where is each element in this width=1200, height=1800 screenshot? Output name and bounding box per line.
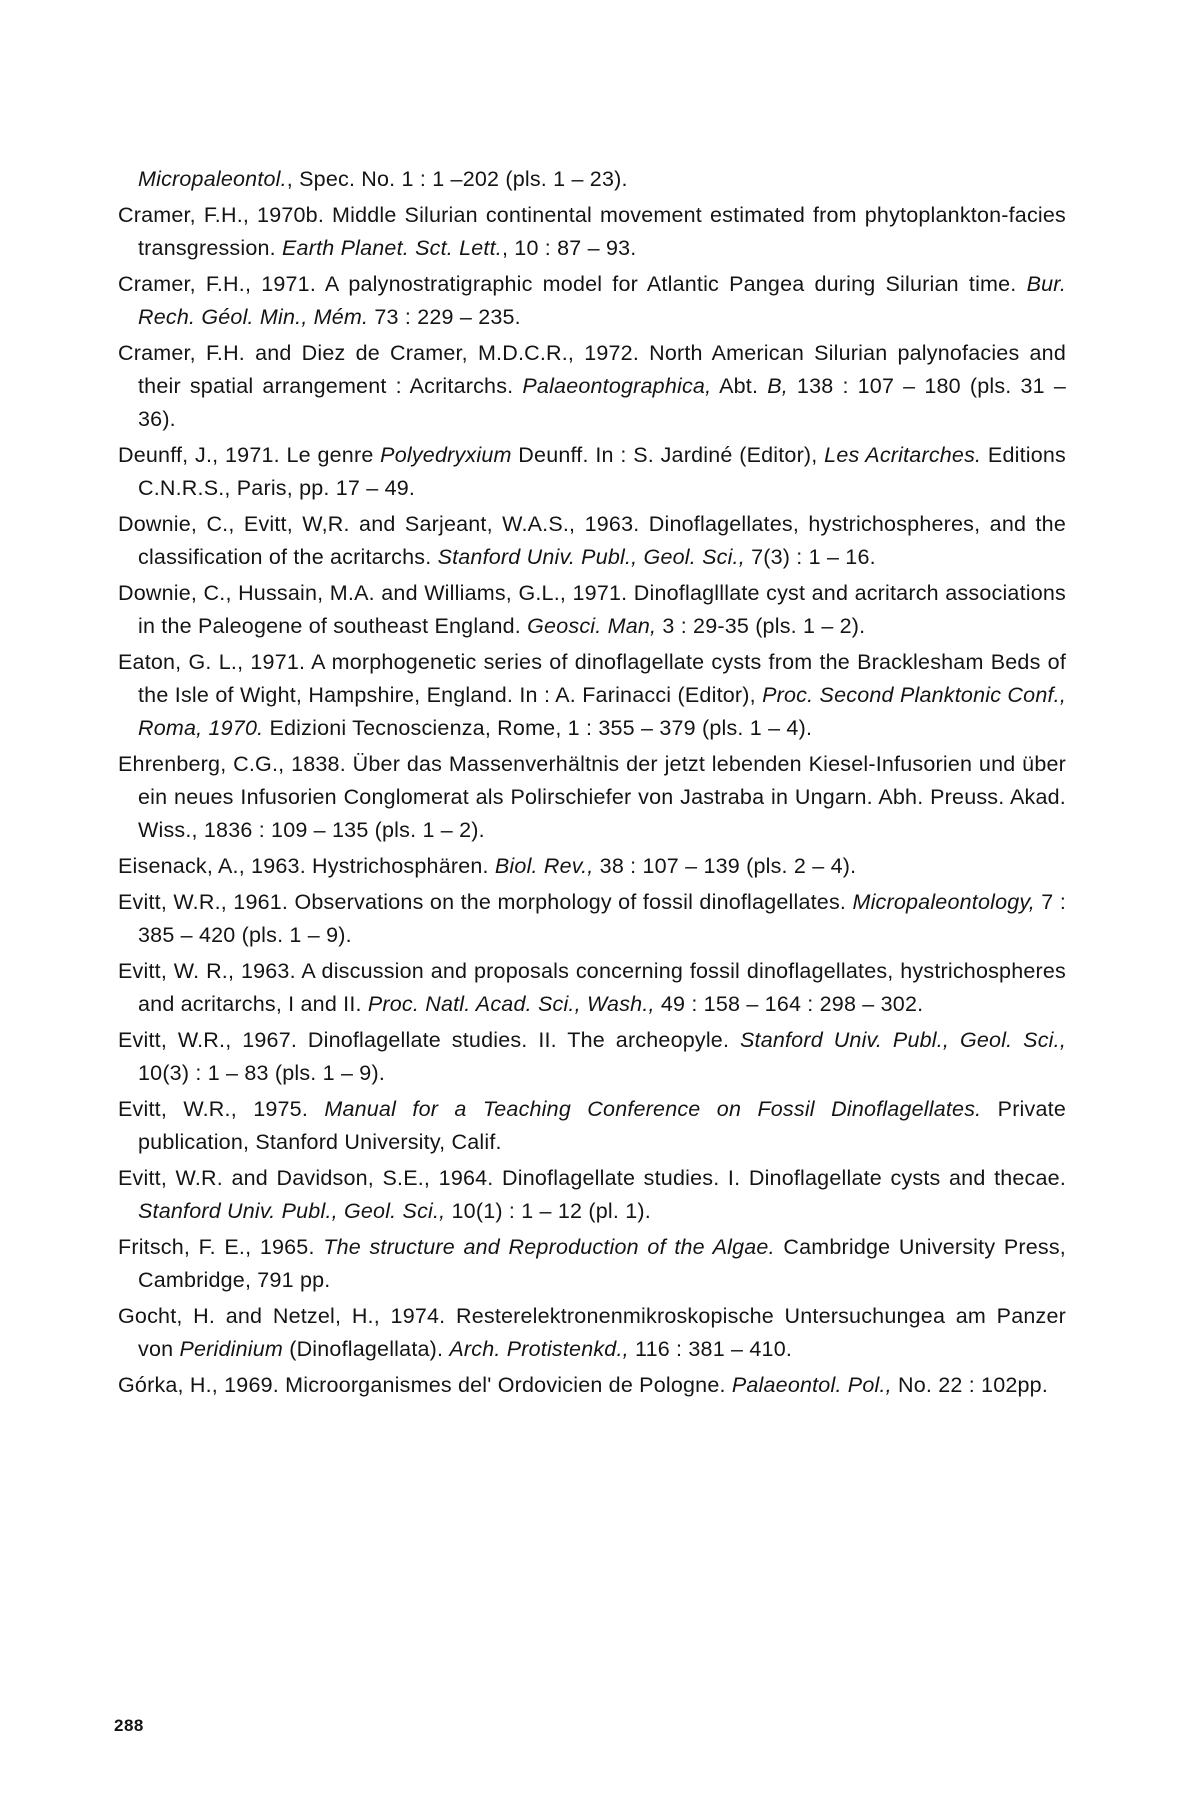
reference-text: 10(3) : 1 – 83 (pls. 1 – 9). (138, 1061, 386, 1085)
reference-entry (118, 955, 1066, 1021)
reference-title-italic: Palaeontographica, (522, 374, 712, 398)
reference-text: Ehrenberg, C.G., 1838. Über das Massenverhältnis der jetzt lebenden Kiesel-Infusorien und über ein neues Infusorien Conglomerat als Polirschiefer von Jastraba in Ungarn. Abh. Preuss. Akad. Wiss., 1836 : 109 – 135 (pls. 1 – 2). (118, 752, 1066, 842)
reference-title-italic: Geosci. Man, (527, 614, 657, 638)
reference-text: Gocht, H. and Netzel, H., 1974. Resterelektronenmikroskopische Untersuchungea am Panzer von (118, 1304, 1066, 1361)
reference-text: 138 : 107 – 180 (pls. 31 – 36). (138, 374, 1066, 431)
reference-entry (118, 1300, 1066, 1366)
reference-entry (118, 268, 1066, 334)
reference-text: Cramer, F.H. and Diez de Cramer, M.D.C.R., 1972. North American Silurian palynofacies and their spatial arrangement : Acritarchs. (118, 341, 1066, 398)
reference-text: No. 22 : 102pp. (891, 1373, 1049, 1397)
reference-entry (118, 1162, 1066, 1228)
reference-text: Cambridge University Press, Cambridge, 791 pp. (138, 1235, 1066, 1292)
reference-title-italic: B, (767, 374, 788, 398)
reference-text: Edizioni Tecnoscienza, Rome, 1 : 355 – 379 (pls. 1 – 4). (263, 716, 813, 740)
reference-entry (118, 199, 1066, 265)
reference-text: Evitt, W.R. and Davidson, S.E., 1964. Dinoflagellate studies. I. Dinoflagellate cysts and thecae. (118, 1166, 1066, 1190)
reference-title-italic: Stanford Univ. Publ., Geol. Sci., (739, 1028, 1066, 1052)
reference-title-italic: Stanford Univ. Publ., Geol. Sci., (437, 545, 745, 569)
reference-entry (118, 337, 1066, 436)
reference-text: Downie, C., Hussain, M.A. and Williams, G.L., 1971. Dinoflaglllate cyst and acritarch associations in the Paleogene of southeast England. (118, 581, 1066, 638)
reference-title-italic: Les Acritarches. (824, 443, 982, 467)
reference-text: Abt. (711, 374, 768, 398)
reference-text: Cramer, F.H., 1971. A palynostratigraphic model for Atlantic Pangea during Silurian time. (118, 272, 1027, 296)
reference-title-italic: Micropaleontol. (138, 167, 287, 191)
reference-title-italic: The structure and Reproduction of the Algae. (323, 1235, 775, 1259)
reference-text: 10(1) : 1 – 12 (pl. 1). (445, 1199, 651, 1223)
reference-text: 73 : 229 – 235. (368, 305, 521, 329)
reference-entry (118, 508, 1066, 574)
reference-entry (118, 646, 1066, 745)
reference-text: , Spec. No. 1 : 1 –202 (pls. 1 – 23). (286, 167, 628, 191)
reference-text: Fritsch, F. E., 1965. (118, 1235, 324, 1259)
reference-text: 49 : 158 – 164 : 298 – 302. (654, 992, 924, 1016)
reference-text: Eaton, G. L., 1971. A morphogenetic series of dinoflagellate cysts from the Bracklesham Beds of the Isle of Wight, Hampshire, England. In : A. Farinacci (Editor), (118, 650, 1066, 707)
reference-title-italic: Arch. Protistenkd., (449, 1337, 629, 1361)
reference-text: 38 : 107 – 139 (pls. 2 – 4). (593, 854, 857, 878)
reference-text: 3 : 29-35 (pls. 1 – 2). (656, 614, 866, 638)
reference-entry (118, 1369, 1066, 1402)
reference-entry (118, 1024, 1066, 1090)
reference-text: Private publication, Stanford University, Calif. (138, 1097, 1066, 1154)
reference-title-italic: Proc. Second Planktonic Conf., Roma, 1970. (138, 683, 1066, 740)
reference-title-italic: Stanford Univ. Publ., Geol. Sci., (138, 1199, 446, 1223)
reference-title-italic: Manual for a Teaching Conference on Fossil Dinoflagellates. (324, 1097, 982, 1121)
reference-text: Evitt, W. R., 1963. A discussion and proposals concerning fossil dinoflagellates, hystrichospheres and acritarchs, I and II. (118, 959, 1066, 1016)
reference-title-italic: Earth Planet. Sct. Lett. (282, 236, 502, 260)
reference-title-italic: Bur. Rech. Géol. Min., Mém. (138, 272, 1066, 329)
reference-text: , 10 : 87 – 93. (501, 236, 637, 260)
page-number: 288 (114, 1716, 144, 1735)
reference-title-italic: Proc. Natl. Acad. Sci., Wash., (367, 992, 655, 1016)
reference-entry (118, 577, 1066, 643)
reference-text: 7(3) : 1 – 16. (744, 545, 876, 569)
reference-entry (118, 1231, 1066, 1297)
reference-text: Evitt, W.R., 1975. (118, 1097, 325, 1121)
reference-entry (118, 886, 1066, 952)
reference-entry (118, 439, 1066, 505)
reference-entry (118, 850, 1066, 883)
reference-text: 116 : 381 – 410. (628, 1337, 793, 1361)
reference-text: 7 : 385 – 420 (pls. 1 – 9). (138, 890, 1067, 947)
reference-title-italic: Polyedryxium (380, 443, 512, 467)
reference-entry (118, 163, 1066, 196)
reference-text: Evitt, W.R., 1967. Dinoflagellate studies. II. The archeopyle. (118, 1028, 740, 1052)
reference-text: Editions C.N.R.S., Paris, pp. 17 – 49. (138, 443, 1066, 500)
reference-text: Deunff, J., 1971. Le genre (118, 443, 381, 467)
reference-text: (Dinoflagellata). (283, 1337, 450, 1361)
reference-entry (118, 748, 1066, 847)
reference-text: Górka, H., 1969. Microorganismes del' Ordovicien de Pologne. (118, 1373, 732, 1397)
reference-title-italic: Peridinium (179, 1337, 284, 1361)
reference-title-italic: Micropaleontology, (852, 890, 1035, 914)
reference-text: Eisenack, A., 1963. Hystrichosphären. (118, 854, 495, 878)
reference-title-italic: Biol. Rev., (494, 854, 594, 878)
reference-text: Downie, C., Evitt, W,R. and Sarjeant, W.A.S., 1963. Dinoflagellates, hystrichospheres, and the classification of the acritarchs. (118, 512, 1066, 569)
reference-list (118, 163, 1066, 1405)
reference-entry (118, 1093, 1066, 1159)
reference-title-italic: Palaeontol. Pol., (731, 1373, 892, 1397)
reference-text: Evitt, W.R., 1961. Observations on the morphology of fossil dinoflagellates. (118, 890, 853, 914)
reference-text: Cramer, F.H., 1970b. Middle Silurian continental movement estimated from phytoplankton-facies transgression. (118, 203, 1066, 260)
reference-text: Deunff. In : S. Jardiné (Editor), (511, 443, 825, 467)
